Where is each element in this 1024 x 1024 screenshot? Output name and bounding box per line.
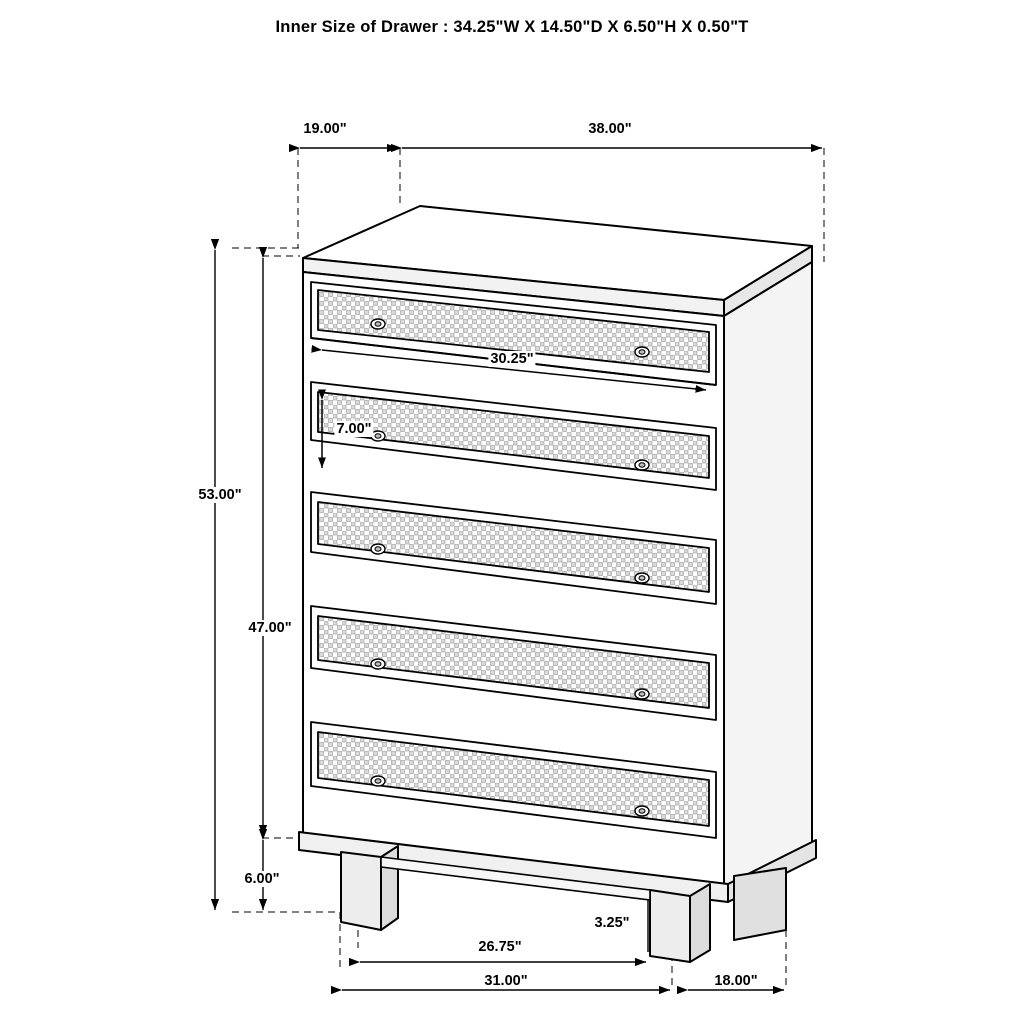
dimension-label-base-width: 31.00" (484, 973, 528, 989)
dimension-label-leg-height: 6.00" (244, 871, 280, 887)
page-title: Inner Size of Drawer : 34.25"W X 14.50"D X 6.50"H X 0.50"T (275, 18, 749, 36)
dimension-label-leg-thickness: 3.25" (594, 915, 630, 931)
dimension-label-base-depth: 18.00" (714, 973, 758, 989)
dimension-label-drawer-width: 30.25" (490, 351, 534, 367)
dimension-label-total-height: 53.00" (198, 487, 242, 503)
dimension-label-drawer-height: 7.00" (336, 421, 372, 437)
dimension-label-case-height: 47.00" (248, 620, 292, 636)
dimension-label-width-top: 38.00" (588, 121, 632, 137)
dimension-label-leg-span: 26.75" (478, 939, 522, 955)
dimension-label-depth-top: 19.00" (303, 121, 347, 137)
